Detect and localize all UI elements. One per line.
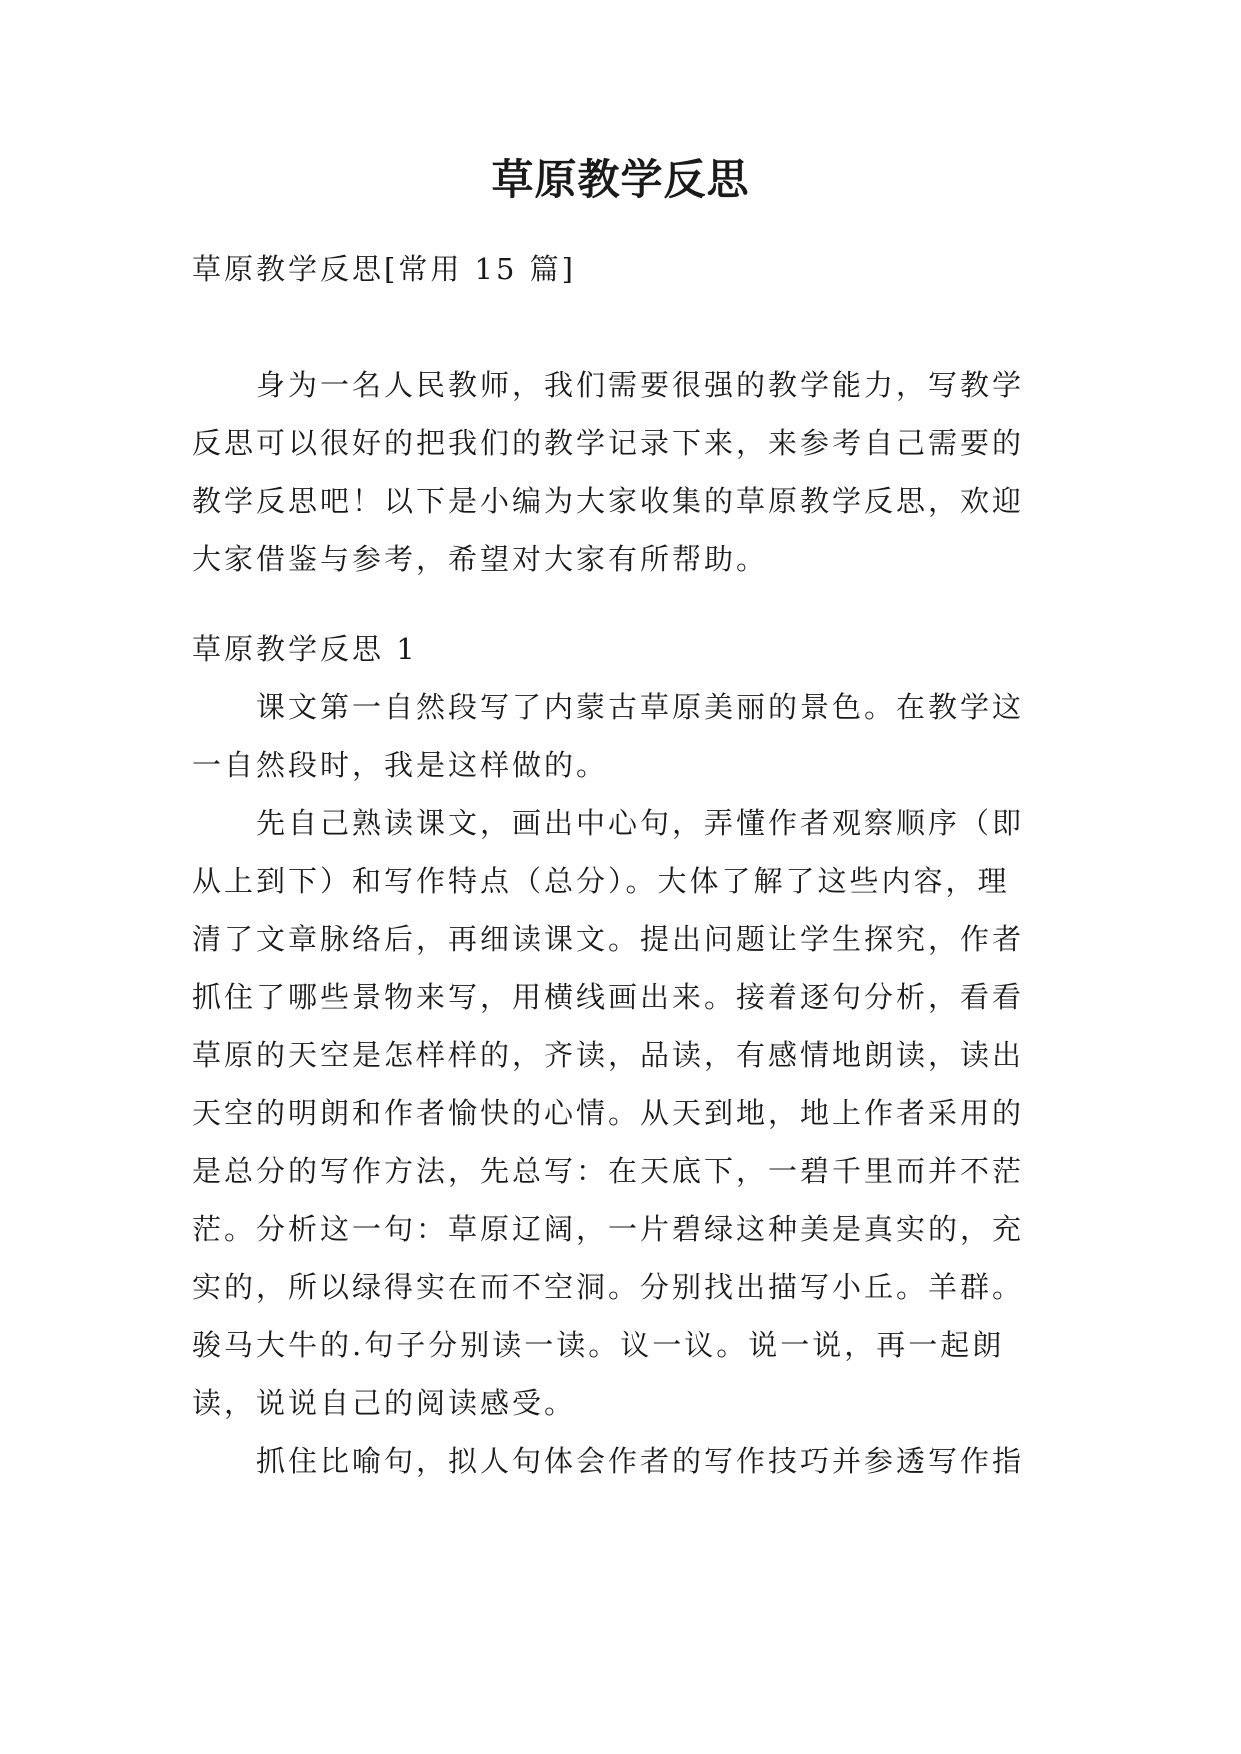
paragraph-line: 读，说说自己的阅读感受。 — [192, 1386, 577, 1420]
intro-line: 反思可以很好的把我们的教学记录下来，来参考自己需要的 — [192, 426, 1025, 460]
paragraph-line: 先自己熟读课文，画出中心句，弄懂作者观察顺序（即 — [256, 806, 1025, 840]
paragraph-line: 抓住比喻句，拟人句体会作者的写作技巧并参透写作指 — [256, 1444, 1025, 1478]
paragraph-line: 实的，所以绿得实在而不空洞。分别找出描写小丘。羊群。 — [192, 1270, 1025, 1304]
body-paragraph-2 — [192, 794, 1052, 1432]
body-paragraph-1 — [192, 678, 1052, 794]
paragraph-line: 一自然段时，我是这样做的。 — [192, 748, 609, 782]
body-paragraph-3 — [192, 1432, 1052, 1490]
intro-line: 大家借鉴与参考，希望对大家有所帮助。 — [192, 542, 769, 576]
document-title: 草原教学反思 — [491, 155, 750, 204]
paragraph-line: 是总分的写作方法，先总写：在天底下，一碧千里而并不茫 — [192, 1154, 1025, 1188]
paragraph-line: 课文第一自然段写了内蒙古草原美丽的景色。在教学这 — [256, 690, 1025, 724]
document-subtitle — [192, 240, 1052, 298]
paragraph-line: 骏马大牛的.句子分别读一读。议一议。说一说，再一起朗 — [192, 1328, 1005, 1362]
section-heading — [192, 620, 1052, 678]
paragraph-line: 天空的明朗和作者愉快的心情。从天到地，地上作者采用的 — [192, 1096, 1025, 1130]
paragraph-line: 抓住了哪些景物来写，用横线画出来。接着逐句分析，看看 — [192, 980, 1025, 1014]
intro-line: 教学反思吧！以下是小编为大家收集的草原教学反思，欢迎 — [192, 484, 1025, 518]
paragraph-line: 茫。分析这一句：草原辽阔，一片碧绿这种美是真实的，充 — [192, 1212, 1025, 1246]
paragraph-line: 草原的天空是怎样样的，齐读，品读，有感情地朗读，读出 — [192, 1038, 1025, 1072]
paragraph-line: 从上到下）和写作特点（总分）。大体了解了这些内容，理 — [192, 864, 1010, 898]
subtitle-line: 草原教学反思[常用 15 篇] — [192, 252, 576, 286]
intro-line: 身为一名人民教师，我们需要很强的教学能力，写教学 — [256, 368, 1025, 402]
section-heading-line: 草原教学反思 1 — [192, 632, 418, 666]
paragraph-line: 清了文章脉络后，再细读课文。提出问题让学生探究，作者 — [192, 922, 1025, 956]
intro-paragraph — [192, 356, 1052, 588]
